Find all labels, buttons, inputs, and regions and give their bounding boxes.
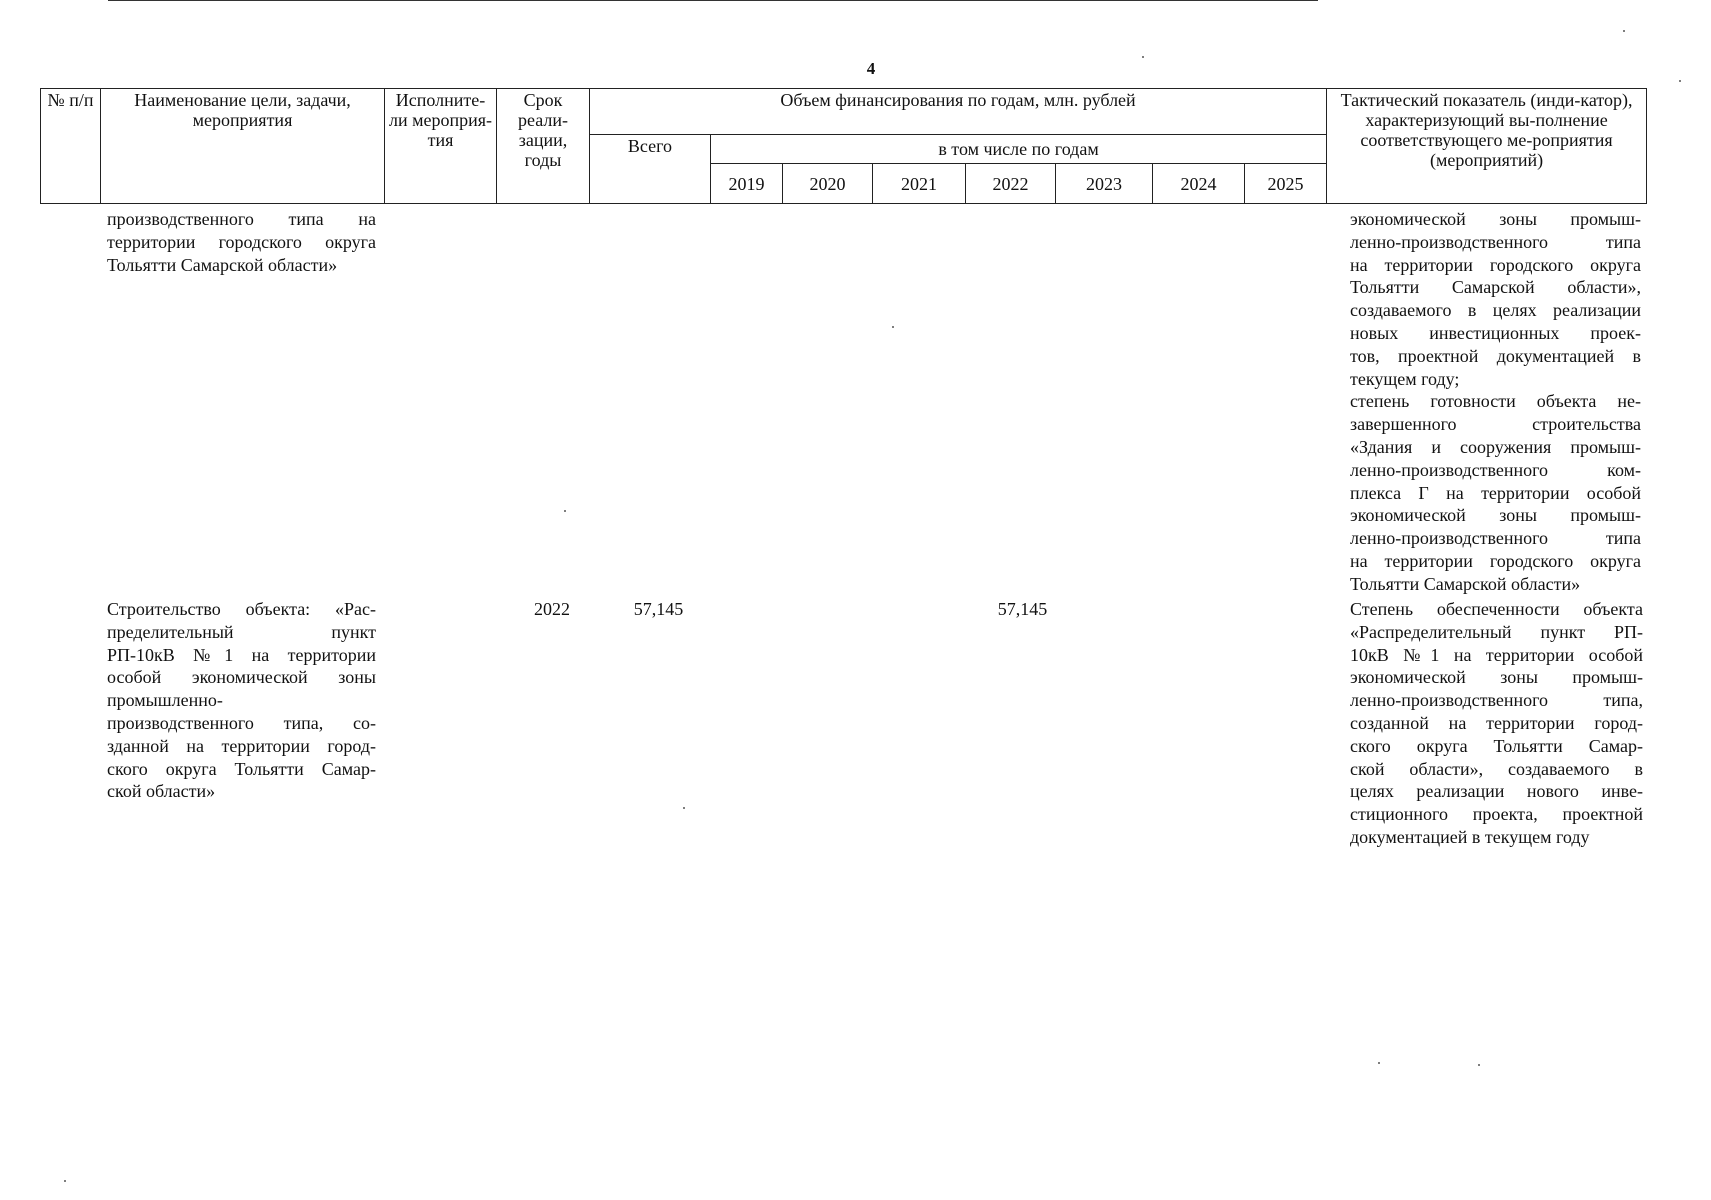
scan-speck (1679, 80, 1681, 82)
row2-name: Строительство объекта: «Рас- пределительный пункт РП-10кВ №1 на территории особой экономической зоны промышленно- производственного типа, со- зданной на территории город- ского округа Тольятти Самар- ской области» (107, 599, 376, 802)
header-year-2023: 2023 (1056, 164, 1153, 204)
scan-speck (1623, 30, 1625, 32)
header-year-2024: 2024 (1153, 164, 1245, 204)
header-year-2019: 2019 (711, 164, 783, 204)
row2-indicator: Степень обеспеченности объекта «Распределительный пункт РП- 10кВ №1 на территории особой экономической зоны промыш- ленно-производственного типа, созданной на территории город- ского округа Тольятти Самар- ской области», создаваемого в целях реализации нового инве- стиционного проекта, проектной документацией в текущем году (1350, 599, 1643, 847)
top-border-line (108, 0, 1318, 1)
header-year-2021: 2021 (873, 164, 966, 204)
scan-speck (683, 807, 685, 809)
header-year-2020: 2020 (783, 164, 873, 204)
row2-total: 57,145 (633, 599, 684, 619)
scan-speck (1378, 1062, 1380, 1064)
scan-speck (1142, 56, 1144, 58)
table-header (40, 88, 1647, 204)
scan-speck (564, 510, 566, 512)
header-year-2022: 2022 (966, 164, 1056, 204)
header-year-2025: 2025 (1245, 164, 1327, 204)
header-indicator: Тактический показатель (инди-катор), характеризующий вы-полнение соответствующего ме-роприятия (мероприятий) (1327, 89, 1647, 204)
row1-indicator: экономической зоны промыш- ленно-производственного типа на территории городского округа Тольятти Самарской области», создаваемого в целях реализации новых инвестиционных проек- тов, проектной документацией в текущем году; степень готовности объекта не- завершенного строительства «Здания и сооружения промыш- ленно-производственного ком- плекса Г на территории особой экономической зоны промыш- ленно-производственного типа на территории городского округа Тольятти Самарской области» (1350, 209, 1641, 594)
header-executor: Исполните-ли мероприя-тия (385, 89, 497, 204)
header-term: Срок реали-зации, годы (497, 89, 590, 204)
scan-speck (64, 1180, 66, 1182)
header-including: в том числе по годам (711, 135, 1327, 164)
header-name: Наименование цели, задачи, мероприятия (101, 89, 385, 204)
header-funding: Объем финансирования по годам, млн. рублей (590, 89, 1327, 135)
scan-speck (892, 326, 894, 328)
header-num: № п/п (41, 89, 101, 204)
header-total: Всего (590, 135, 711, 204)
scan-speck (1478, 1064, 1480, 1066)
row2-year-2022: 57,145 (997, 599, 1048, 619)
row1-name: производственного типа на территории городского округа Тольятти Самарской области» (107, 209, 376, 275)
row2-term: 2022 (534, 599, 570, 619)
page-number: 4 (866, 59, 876, 78)
